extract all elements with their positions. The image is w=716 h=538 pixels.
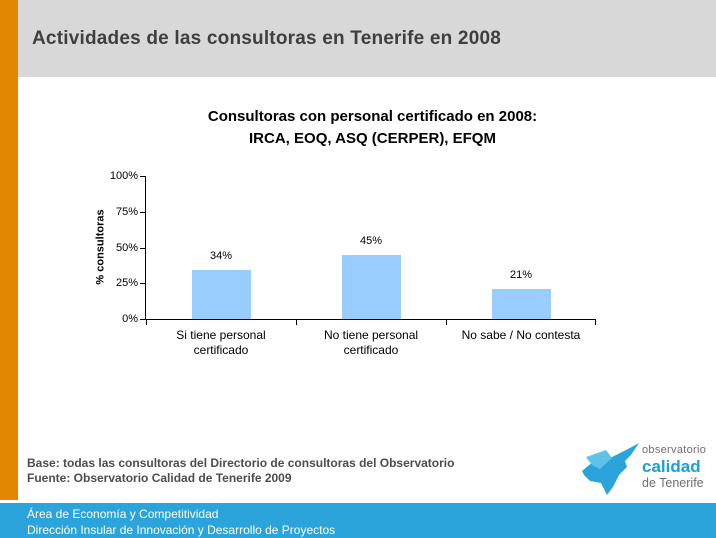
y-tick-mark [140,319,145,320]
y-tick-mark [140,212,145,213]
y-tick-label: 75% [115,205,138,218]
y-tick-label: 50% [115,241,138,254]
x-axis-category-text: Si tiene personal certificado [176,328,266,357]
note-base: Base: todas las consultoras del Directorio de consultoras del Observatorio [27,456,455,470]
chart-title-line1: Consultoras con personal certificado en 2008: [207,108,538,125]
y-tick-label: 25% [115,277,138,290]
y-tick-mark [140,176,145,177]
source-notes [27,456,454,486]
x-axis-category-label [296,328,446,358]
chart-title [145,106,600,150]
bar-value-label: 34% [209,250,233,262]
bar-chart-plot-area [109,170,596,357]
y-tick-mark [140,248,145,249]
x-tick-mark [446,320,447,325]
logo-line-de-tenerife: de Tenerife [642,476,704,490]
x-axis-category-label [146,328,296,358]
y-tick-label: 100% [109,170,138,182]
bar-value-label: 21% [509,269,533,281]
footer-line1: Área de Economía y Competitividad [27,507,219,521]
slide-header [0,0,716,77]
x-axis-category-text: No sabe / No contesta [461,328,581,342]
bar-value-label: 45% [359,235,383,247]
y-tick-mark [140,283,145,284]
x-tick-mark [146,320,147,325]
accent-strip [0,0,18,500]
footer-line2: Dirección Insular de Innovación y Desarrollo de Proyectos [27,523,336,537]
logo-line-calidad: calidad [642,457,701,476]
x-tick-mark [296,320,297,325]
observatorio-logo [578,437,716,499]
bar [492,289,551,319]
y-tick-label: 0% [122,313,138,325]
logo-line-observatorio: observatorio [642,444,707,456]
chart-title-line2: IRCA, EOQ, ASQ (CERPER), EFQM [249,130,496,147]
x-axis-category-text: No tiene personal certificado [323,328,419,357]
x-axis-category-label [446,328,596,343]
bar [342,255,401,319]
tenerife-island-icon [578,439,640,497]
logo-text [642,445,706,490]
note-fuente: Fuente: Observatorio Calidad de Tenerife 2009 [27,471,292,485]
bar [192,270,251,319]
slide-title: Actividades de las consultoras en Tenerife en 2008 [32,27,501,49]
x-tick-mark [595,320,596,325]
footer-bar [0,503,716,538]
y-axis-title: % consultoras [94,209,107,285]
